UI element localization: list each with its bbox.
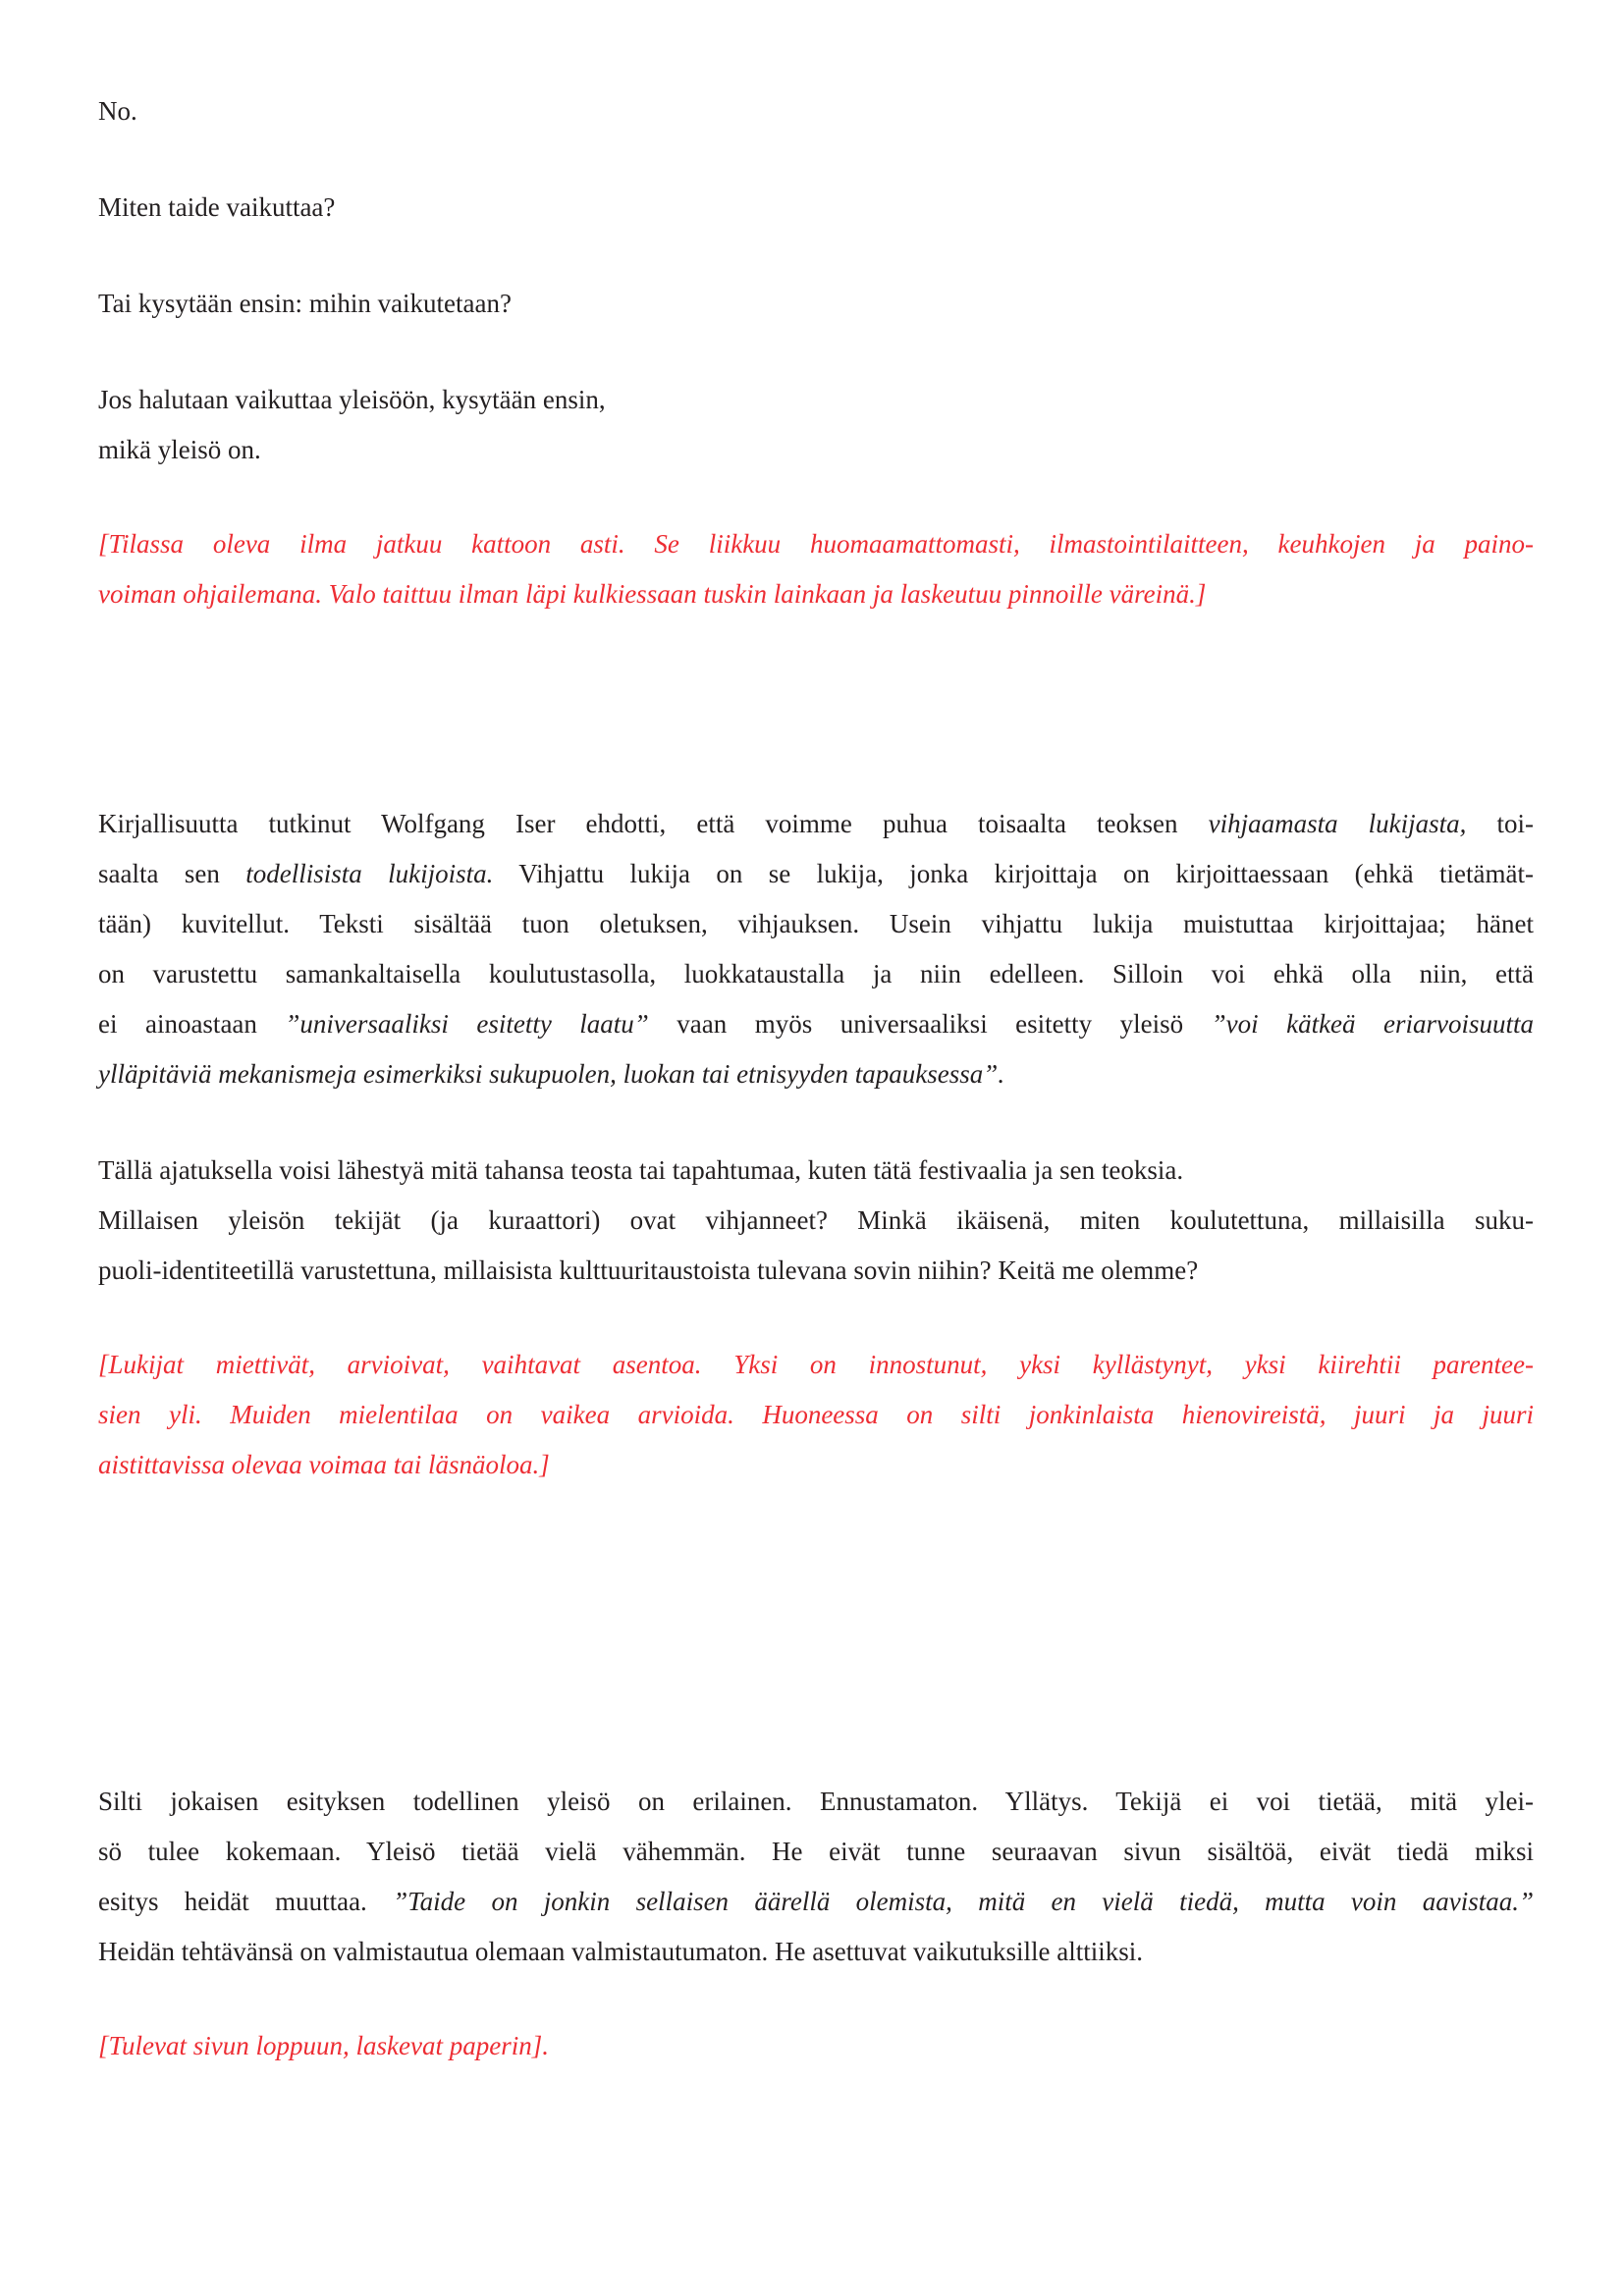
text-line: sien yli. Muiden mielentilaa on vaikea arvioida. Huoneessa on silti jonkinlaista hienovireistä, juuri ja juuri [98,1400,1534,1429]
text-segment: saalta sen [98,859,246,888]
text-line [98,799,1534,849]
text-line: Silti jokaisen esityksen todellinen yleisö on erilainen. Ennustamaton. Yllätys. Tekijä ei voi tietää, mitä ylei- [98,1787,1534,1816]
text-line: [Tulevat sivun loppuun, laskevat paperin]. [98,2031,549,2060]
text-segment-italic: ylläpitäviä mekanismeja esimerkiksi sukupuolen, luokan tai etnisyyden tapauksessa”. [98,1059,1005,1089]
text-line: Tällä ajatuksella voisi lähestyä mitä tahansa teosta tai tapahtumaa, kuten tätä festivaalia ja sen teoksia. [98,1155,1184,1185]
paragraph-question-3 [98,375,1534,475]
text-line: voiman ohjailemana. Valo taittuu ilman läpi kulkiessaan tuskin lainkaan ja laskeutuu pinnoille väreinä.] [98,579,1207,609]
text-line: sö tulee kokemaan. Yleisö tietää vielä vähemmän. He eivät tunne seuraavan sivun sisältöä, eivät tiedä miksi [98,1837,1534,1866]
text-line: Miten taide vaikuttaa? [98,192,336,222]
text-line: puoli-identiteetillä varustettuna, millaisista kulttuuritaustoista tulevana sovin niihin? Keitä me olemme? [98,1255,1199,1285]
text-segment: esitys heidät muuttaa. [98,1887,394,1916]
text-segment-italic: vihjaamasta lukijasta, [1208,809,1467,838]
paragraph-wolfgang-iser [98,799,1534,1099]
text-line [98,999,1534,1049]
text-line: [Lukijat miettivät, arvioivat, vaihtavat asentoa. Yksi on innostunut, yksi kyllästynyt, yksi kiirehtii parentee- [98,1350,1534,1379]
text-segment-italic: ”universaaliksi esitetty laatu” [285,1009,649,1039]
text-line: Tai kysytään ensin: mihin vaikutetaan? [98,289,512,318]
text-line [98,1877,1534,1927]
text-line: tään) kuvitellut. Teksti sisältää tuon oletuksen, vihjauksen. Usein vihjattu lukija muistuttaa kirjoittajaa; hänet [98,909,1534,938]
text-segment-italic: ”voi kätkeä eriarvoisuutta [1211,1009,1535,1039]
stage-direction-air [98,519,1534,619]
text-line: mikä yleisö on. [98,435,261,464]
text-line: Jos halutaan vaikuttaa yleisöön, kysytään ensin, [98,385,606,414]
text-line: [Tilassa oleva ilma jatkuu kattoon asti. Se liikkuu huomaamattomasti, ilmastointilaitteen, keuhkojen ja paino- [98,529,1534,559]
text-segment-italic: ”Taide on jonkin sellaisen äärellä olemista, mitä en vielä tiedä, mutta voin aavistaa.” [393,1887,1534,1916]
text-segment: Kirjallisuutta tutkinut Wolfgang Iser ehdotti, että voimme puhua toisaalta teoksen [98,809,1209,838]
stage-direction-page-end [98,2021,1534,2071]
paragraph-talla-ajatuksella [98,1146,1534,1296]
paragraph-question-1 [98,183,1534,233]
text-line: on varustettu samankaltaisella koulutustasolla, luokkataustalla ja niin edelleen. Silloin voi ehkä olla niin, että [98,959,1534,988]
paragraph-no [98,86,1534,136]
text-segment: ei ainoastaan [98,1009,286,1039]
text-line [98,849,1534,899]
text-line [98,1049,1534,1099]
stage-direction-readers [98,1340,1534,1490]
text-segment: vaan myös universaaliksi esitetty yleisö [648,1009,1212,1039]
text-line: Millaisen yleisön tekijät (ja kuraattori) ovat vihjanneet? Minkä ikäisenä, miten koulutettuna, millaisilla suku- [98,1205,1534,1235]
text-segment-italic: todellisista lukijoista. [245,859,494,888]
text-line: No. [98,96,137,126]
text-segment: Vihjattu lukija on se lukija, jonka kirjoittaja on kirjoittaessaan (ehkä tietämät- [493,859,1534,888]
text-line: Heidän tehtävänsä on valmistautua olemaan valmistautumaton. He asettuvat vaikutuksille alttiiksi. [98,1937,1143,1966]
text-segment: toi- [1466,809,1535,838]
paragraph-question-2 [98,279,1534,329]
text-line: aistittavissa olevaa voimaa tai läsnäoloa.] [98,1450,550,1479]
paragraph-silti-jokaisen [98,1777,1534,1977]
